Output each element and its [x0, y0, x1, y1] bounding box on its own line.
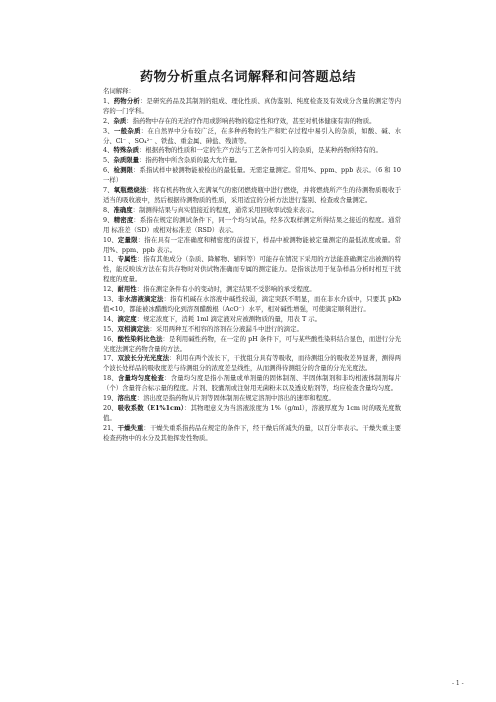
- entry-number: 19、: [103, 394, 118, 403]
- entry-number: 5、: [103, 156, 114, 165]
- entry-term: 精密度: [113, 215, 134, 224]
- definition-entry: [103, 255, 401, 285]
- entry-number: 6、: [103, 166, 114, 175]
- entry-definition: ：指在具有一定准确度和精密度的前提下，样品中被测物能被定量测定的最低浓度或量。常用%、ppm、ppb 表示。: [103, 235, 401, 254]
- entry-number: 11、: [103, 255, 118, 264]
- entry-definition: ：将有机药物放入充满氧气的密闭燃烧瓶中进行燃烧，并将燃烧所产生的待测物质吸收于适当的吸收液中，然后根据待测物质的性质，采用适宜的分析方法进行鉴别、检查或含量测定。: [103, 186, 402, 204]
- entry-term: 特殊杂质: [113, 146, 140, 155]
- definition-entry: [103, 216, 401, 236]
- entry-definition: ：是利用碱性药物，在一定的 pH 条件下，可与某些酸性染料结合显色，而进行分光光度法测定药物含量的方法。: [103, 334, 402, 353]
- definition-entry: [103, 166, 401, 186]
- entry-definition: ：指有其他成分（杂质、降解物、辅料等）可能存在情况下采用的方法能准确测定出被测的特性，能反映该方法在有共存物时对供试物准确而专属的测定能力。是指该法用于复杂样品分析时相互干扰程度的度量。: [103, 255, 401, 284]
- entry-term: 干燥失重: [117, 423, 144, 432]
- entry-number: 17、: [103, 354, 118, 363]
- definition-entry: [103, 206, 401, 216]
- entry-number: 9、: [103, 215, 114, 224]
- entry-definition: ：指有机碱在水溶液中碱性较弱，滴定突跃不明显，而在非水介质中，只要其 pKb 值<10，都能被冰醋酸均化到溶剂醋酸根（AcO⁻）水平，相对碱性增强，可使滴定顺利进行。: [103, 295, 401, 313]
- entry-number: 13、: [103, 295, 118, 304]
- definition-entry: [103, 186, 401, 206]
- entry-number: 1、: [103, 96, 114, 105]
- entry-definition: ：根据药物的性质和一定的生产方法与工艺条件可引入的杂质，是某种药物所特有的。: [139, 146, 382, 155]
- entry-term: 药物分析: [113, 96, 140, 105]
- entry-definition: ：含量均匀度是指小剂量或单剂量的固体制剂、半固体制剂和非均相液体制剂每片（个）含量符合标示量的程度。片剂、胶囊剂或注射用无菌粉末以及透皮贴剂等，均应检查含量均匀度。: [103, 374, 402, 393]
- entry-definition: ：在自然界中分布较广泛，在多种药物的生产和贮存过程中易引入的杂质，如酸、碱、水分、Cl⁻ 、SO₄²⁻ 、铁盐、重金属、砷盐、残渣等。: [103, 126, 402, 145]
- document-title: 药物分析重点名词解释和问答题总结: [139, 70, 356, 85]
- definition-entry: [103, 117, 401, 127]
- entry-term: 含量均匀度检查: [117, 374, 165, 383]
- entry-number: 8、: [103, 205, 114, 214]
- entry-term: 检测限: [113, 166, 134, 175]
- definition-entry: [103, 285, 401, 295]
- definition-entry: [103, 236, 401, 256]
- definition-entry: [103, 354, 401, 374]
- entry-number: 7、: [103, 186, 114, 195]
- intro-line: 名词解释：: [103, 87, 135, 95]
- definition-entry: [103, 156, 401, 166]
- entry-term: 杂质: [113, 116, 127, 125]
- entry-definition: ：其物理意义为当溶液浓度为 1%（g/ml），溶液厚度为 1cm 时的吸光度数值。: [103, 404, 401, 422]
- entry-definition: ：指在测定条件有小的变动时，测定结果不受影响的承受程度。: [136, 285, 316, 294]
- entry-number: 4、: [103, 146, 114, 155]
- entry-term: 准确度: [113, 205, 133, 214]
- definition-entry: [103, 404, 401, 424]
- entry-number: 21、: [103, 423, 118, 432]
- definition-entry: [103, 335, 401, 355]
- entry-definition: ：制测得结果与真实值接近的程度，通常采用回收率试验来表示。: [132, 205, 318, 214]
- entry-definition: ：规定浓度下，消耗 1ml 滴定液对应被测物质的量，用表 T 示。: [136, 314, 322, 323]
- definition-entry: [103, 315, 401, 325]
- entry-term: 氧瓶燃烧法: [113, 186, 147, 195]
- entry-number: 12、: [103, 285, 118, 294]
- page-number: - 1 -: [452, 680, 464, 687]
- entry-term: 酸性染料比色法: [117, 334, 163, 343]
- entry-term: 一般杂质: [114, 126, 141, 135]
- entry-definition: ：指药物中所含杂质的最大允许量。: [139, 156, 242, 165]
- entry-number: 16、: [103, 334, 118, 343]
- entry-number: 10、: [103, 235, 118, 244]
- entry-term: 定量限: [117, 235, 138, 244]
- definition-entry: [103, 97, 401, 117]
- entry-definition: ：是研究药品及其制剂的组成、理化性质、真伪鉴别、纯度检查及有效成分含量的测定等内容的一门学科。: [103, 96, 402, 115]
- entry-term: 耐用性: [117, 285, 137, 294]
- entry-number: 20、: [103, 404, 118, 412]
- definition-entry: [103, 295, 401, 315]
- entry-term: 双波长分光光度法: [117, 354, 170, 363]
- definition-entry: [103, 394, 401, 404]
- entry-definition: ：系指试样中被测物能被检出的最低量。无需定量测定。常用%、ppm、ppb 表示。（6 和 10 一样）: [103, 166, 401, 185]
- entry-term: 非水溶液滴定法: [117, 295, 164, 304]
- entry-term: 溶出度: [117, 394, 137, 403]
- document-body: [103, 87, 401, 444]
- entry-definition: ：系指在规定的测试条件下，同一个均匀试品，经多次取样测定所得结果之接近的程度。通常用 标准差（SD）或相对标准差（RSD）表示。: [103, 215, 402, 234]
- entry-definition: ：采用两种互不相容的溶剂在分液漏斗中进行的滴定。: [149, 324, 303, 333]
- definition-entry: [103, 325, 401, 335]
- entry-term: 专属性: [117, 255, 137, 264]
- entry-term: 双相滴定法: [117, 324, 150, 333]
- definition-entry: [103, 127, 401, 147]
- entry-definition: ：指药物中存在的无治疗作用或影响药物的稳定性和疗效，甚至对机体健康有害的物质。: [126, 116, 376, 125]
- entry-term: 吸收系数（E1%1cm）: [117, 404, 185, 412]
- entry-definition: ：溶出度是指药物从片剂等固体制剂在规定溶剂中溶出的速率和程度。: [136, 394, 335, 403]
- entry-term: 滴定度: [117, 314, 137, 323]
- definition-entry: [103, 424, 401, 444]
- entry-definition: ：利用在两个波长下，干扰组分具有等吸收，而待测组分的吸收差异显著，测得两个波长处样品的吸收度差与待测组分的浓度差呈线性，从而测得待测组分的含量的分光光度法。: [103, 354, 401, 373]
- entry-number: 3、: [103, 126, 115, 135]
- entry-number: 15、: [103, 324, 118, 333]
- entry-term: 杂质限量: [113, 156, 140, 165]
- entry-number: 14、: [103, 314, 118, 323]
- definition-entry: [103, 146, 401, 156]
- definition-entry: [103, 374, 401, 394]
- entry-number: 18、: [103, 374, 118, 383]
- entry-definition: ：干燥失重系指药品在规定的条件下，经干燥后所减失的量，以百分率表示。干燥失重主要检查药物中的水分及其他挥发性物质。: [103, 423, 401, 442]
- entry-number: 2、: [103, 116, 114, 125]
